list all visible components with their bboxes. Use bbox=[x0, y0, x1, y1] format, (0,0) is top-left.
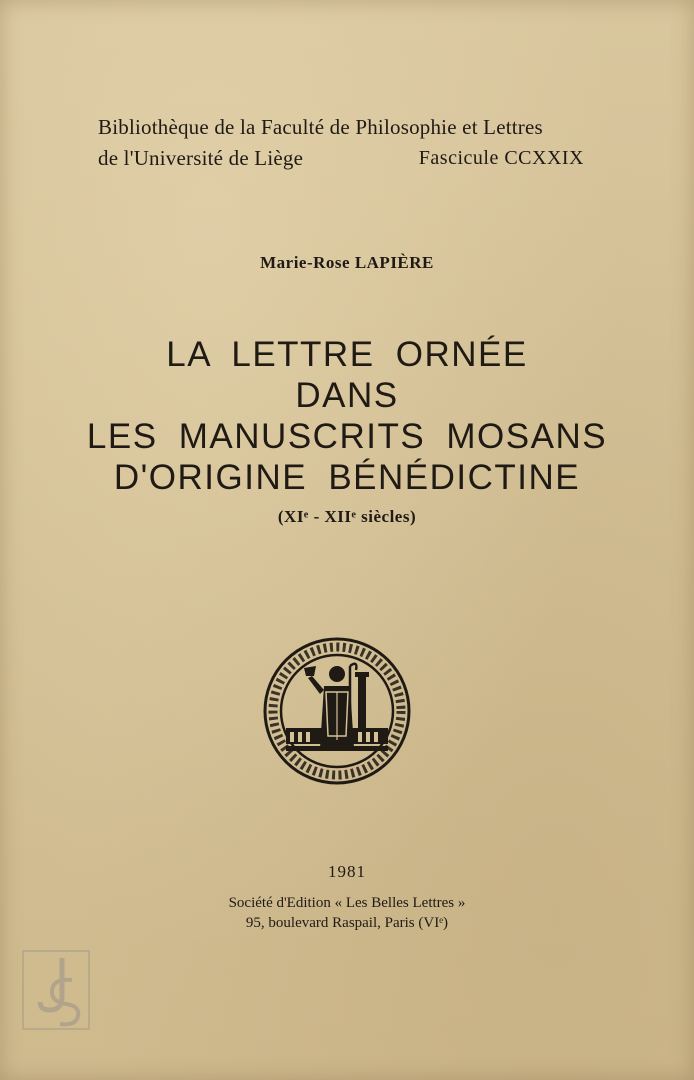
title-line-3: LES MANUSCRITS MOSANS bbox=[86, 417, 608, 456]
publisher-block bbox=[0, 893, 694, 933]
university-seal-icon bbox=[262, 636, 412, 786]
publisher-name: Société d'Edition « Les Belles Lettres » bbox=[228, 895, 466, 911]
series-header bbox=[98, 112, 584, 174]
series-fascicle: Fascicule CCXXIX bbox=[418, 147, 584, 169]
title-line-4: D'ORIGINE BÉNÉDICTINE bbox=[113, 458, 581, 497]
js-monogram-watermark-icon bbox=[22, 950, 90, 1030]
period-subtitle: (XIᵉ - XIIᵉ siècles) bbox=[277, 507, 417, 526]
series-line-1 bbox=[98, 112, 584, 143]
series-library-name: Bibliothèque de la Faculté de Philosophie et Lettres bbox=[98, 115, 543, 139]
title-line-2: DANS bbox=[295, 376, 399, 415]
author-name: Marie-Rose LAPIÈRE bbox=[260, 253, 434, 272]
book-title bbox=[0, 334, 694, 498]
title-line-1: LA LETTRE ORNÉE bbox=[166, 335, 528, 374]
publisher-address: 95, boulevard Raspail, Paris (VIᵉ) bbox=[245, 915, 449, 931]
series-university: de l'Université de Liège bbox=[98, 146, 304, 170]
publication-year: 1981 bbox=[328, 862, 366, 881]
series-line-2 bbox=[98, 143, 584, 174]
